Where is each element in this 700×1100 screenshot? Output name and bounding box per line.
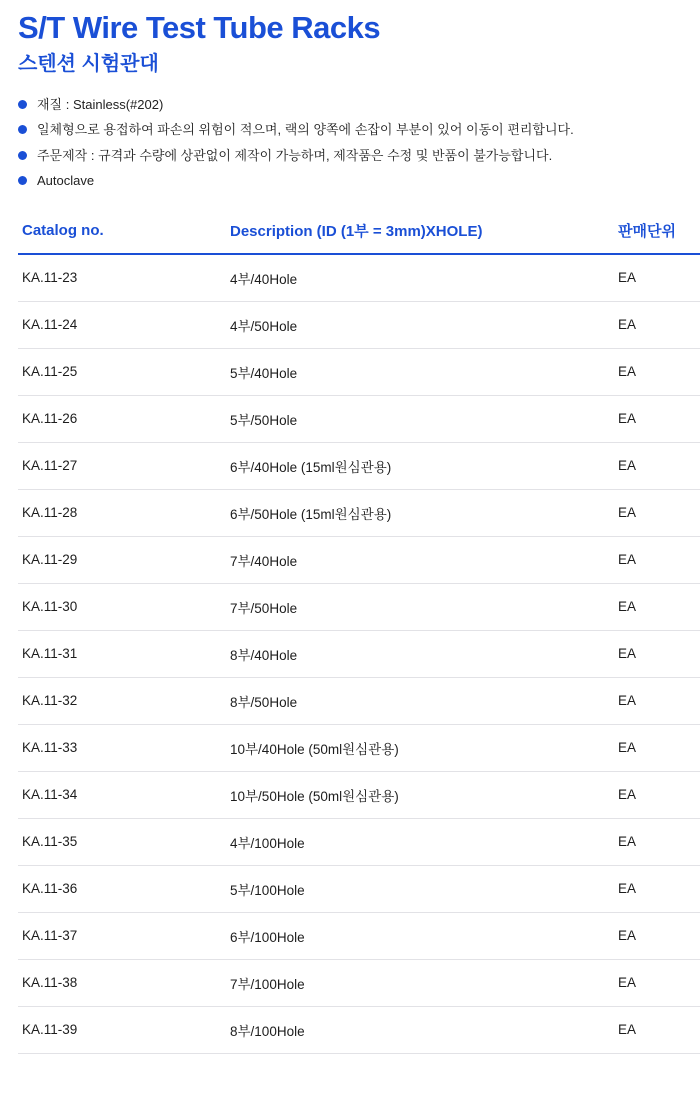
cell-description: 7부/100Hole: [226, 959, 614, 1006]
cell-catalog-no: KA.11-29: [18, 536, 226, 583]
cell-unit: EA: [614, 395, 700, 442]
column-header-description: Description (ID (1부 = 3mm)XHOLE): [226, 212, 614, 254]
cell-description: 8부/100Hole: [226, 1006, 614, 1053]
feature-item: [18, 96, 682, 114]
cell-catalog-no: KA.11-39: [18, 1006, 226, 1053]
table-row: [18, 771, 700, 818]
cell-unit: EA: [614, 583, 700, 630]
table-row: [18, 912, 700, 959]
cell-unit: EA: [614, 912, 700, 959]
page-title: S/T Wire Test Tube Racks: [18, 10, 381, 45]
column-header-catalog: Catalog no.: [18, 212, 226, 254]
feature-item: [18, 121, 682, 139]
bullet-icon: [18, 151, 27, 160]
feature-list: [18, 96, 682, 190]
cell-unit: EA: [614, 677, 700, 724]
cell-unit: EA: [614, 254, 700, 302]
cell-unit: EA: [614, 818, 700, 865]
feature-text: 재질 : Stainless(#202): [37, 96, 164, 112]
table-row: [18, 489, 700, 536]
bullet-icon: [18, 125, 27, 134]
bullet-icon: [18, 176, 27, 185]
feature-text: 주문제작 : 규격과 수량에 상관없이 제작이 가능하며, 제작품은 수정 및 반품이 불가능합니다.: [37, 147, 553, 163]
cell-unit: EA: [614, 442, 700, 489]
cell-description: 6부/40Hole (15ml원심관용): [226, 442, 614, 489]
table-row: [18, 724, 700, 771]
table-row: [18, 630, 700, 677]
cell-unit: EA: [614, 959, 700, 1006]
specification-table: [18, 212, 700, 1054]
cell-description: 5부/100Hole: [226, 865, 614, 912]
cell-catalog-no: KA.11-24: [18, 301, 226, 348]
table-header-row: [18, 212, 700, 254]
cell-description: 5부/40Hole: [226, 348, 614, 395]
page-subtitle: 스텐션 시험관대: [18, 52, 159, 75]
bullet-icon: [18, 100, 27, 109]
cell-catalog-no: KA.11-35: [18, 818, 226, 865]
cell-description: 6부/50Hole (15ml원심관용): [226, 489, 614, 536]
feature-text: Autoclave: [37, 173, 95, 189]
column-header-unit: 판매단위: [614, 212, 700, 254]
cell-description: 8부/40Hole: [226, 630, 614, 677]
cell-catalog-no: KA.11-34: [18, 771, 226, 818]
cell-catalog-no: KA.11-28: [18, 489, 226, 536]
cell-catalog-no: KA.11-37: [18, 912, 226, 959]
table-row: [18, 395, 700, 442]
cell-unit: EA: [614, 1006, 700, 1053]
table-row: [18, 677, 700, 724]
feature-item: [18, 172, 682, 190]
cell-description: 10부/40Hole (50ml원심관용): [226, 724, 614, 771]
cell-description: 7부/40Hole: [226, 536, 614, 583]
cell-unit: EA: [614, 536, 700, 583]
cell-unit: EA: [614, 489, 700, 536]
cell-catalog-no: KA.11-23: [18, 254, 226, 302]
table-header: [18, 212, 700, 254]
cell-unit: EA: [614, 724, 700, 771]
table-row: [18, 818, 700, 865]
cell-description: 10부/50Hole (50ml원심관용): [226, 771, 614, 818]
table-row: [18, 442, 700, 489]
cell-catalog-no: KA.11-25: [18, 348, 226, 395]
table-row: [18, 583, 700, 630]
table-row: [18, 254, 700, 302]
cell-catalog-no: KA.11-30: [18, 583, 226, 630]
cell-catalog-no: KA.11-36: [18, 865, 226, 912]
cell-description: 4부/50Hole: [226, 301, 614, 348]
table-row: [18, 348, 700, 395]
cell-description: 4부/100Hole: [226, 818, 614, 865]
cell-unit: EA: [614, 771, 700, 818]
cell-unit: EA: [614, 630, 700, 677]
feature-item: [18, 147, 682, 165]
cell-description: 4부/40Hole: [226, 254, 614, 302]
cell-catalog-no: KA.11-26: [18, 395, 226, 442]
cell-catalog-no: KA.11-33: [18, 724, 226, 771]
cell-description: 6부/100Hole: [226, 912, 614, 959]
cell-catalog-no: KA.11-31: [18, 630, 226, 677]
table-row: [18, 536, 700, 583]
cell-unit: EA: [614, 865, 700, 912]
table-row: [18, 1006, 700, 1053]
cell-unit: EA: [614, 348, 700, 395]
cell-description: 7부/50Hole: [226, 583, 614, 630]
cell-unit: EA: [614, 301, 700, 348]
table-body: [18, 254, 700, 1054]
cell-catalog-no: KA.11-27: [18, 442, 226, 489]
table-row: [18, 865, 700, 912]
cell-description: 5부/50Hole: [226, 395, 614, 442]
feature-text: 일체형으로 용접하여 파손의 위험이 적으며, 랙의 양쪽에 손잡이 부분이 있어 이동이 편리합니다.: [37, 122, 574, 138]
cell-catalog-no: KA.11-32: [18, 677, 226, 724]
table-row: [18, 959, 700, 1006]
table-row: [18, 301, 700, 348]
cell-description: 8부/50Hole: [226, 677, 614, 724]
cell-catalog-no: KA.11-38: [18, 959, 226, 1006]
